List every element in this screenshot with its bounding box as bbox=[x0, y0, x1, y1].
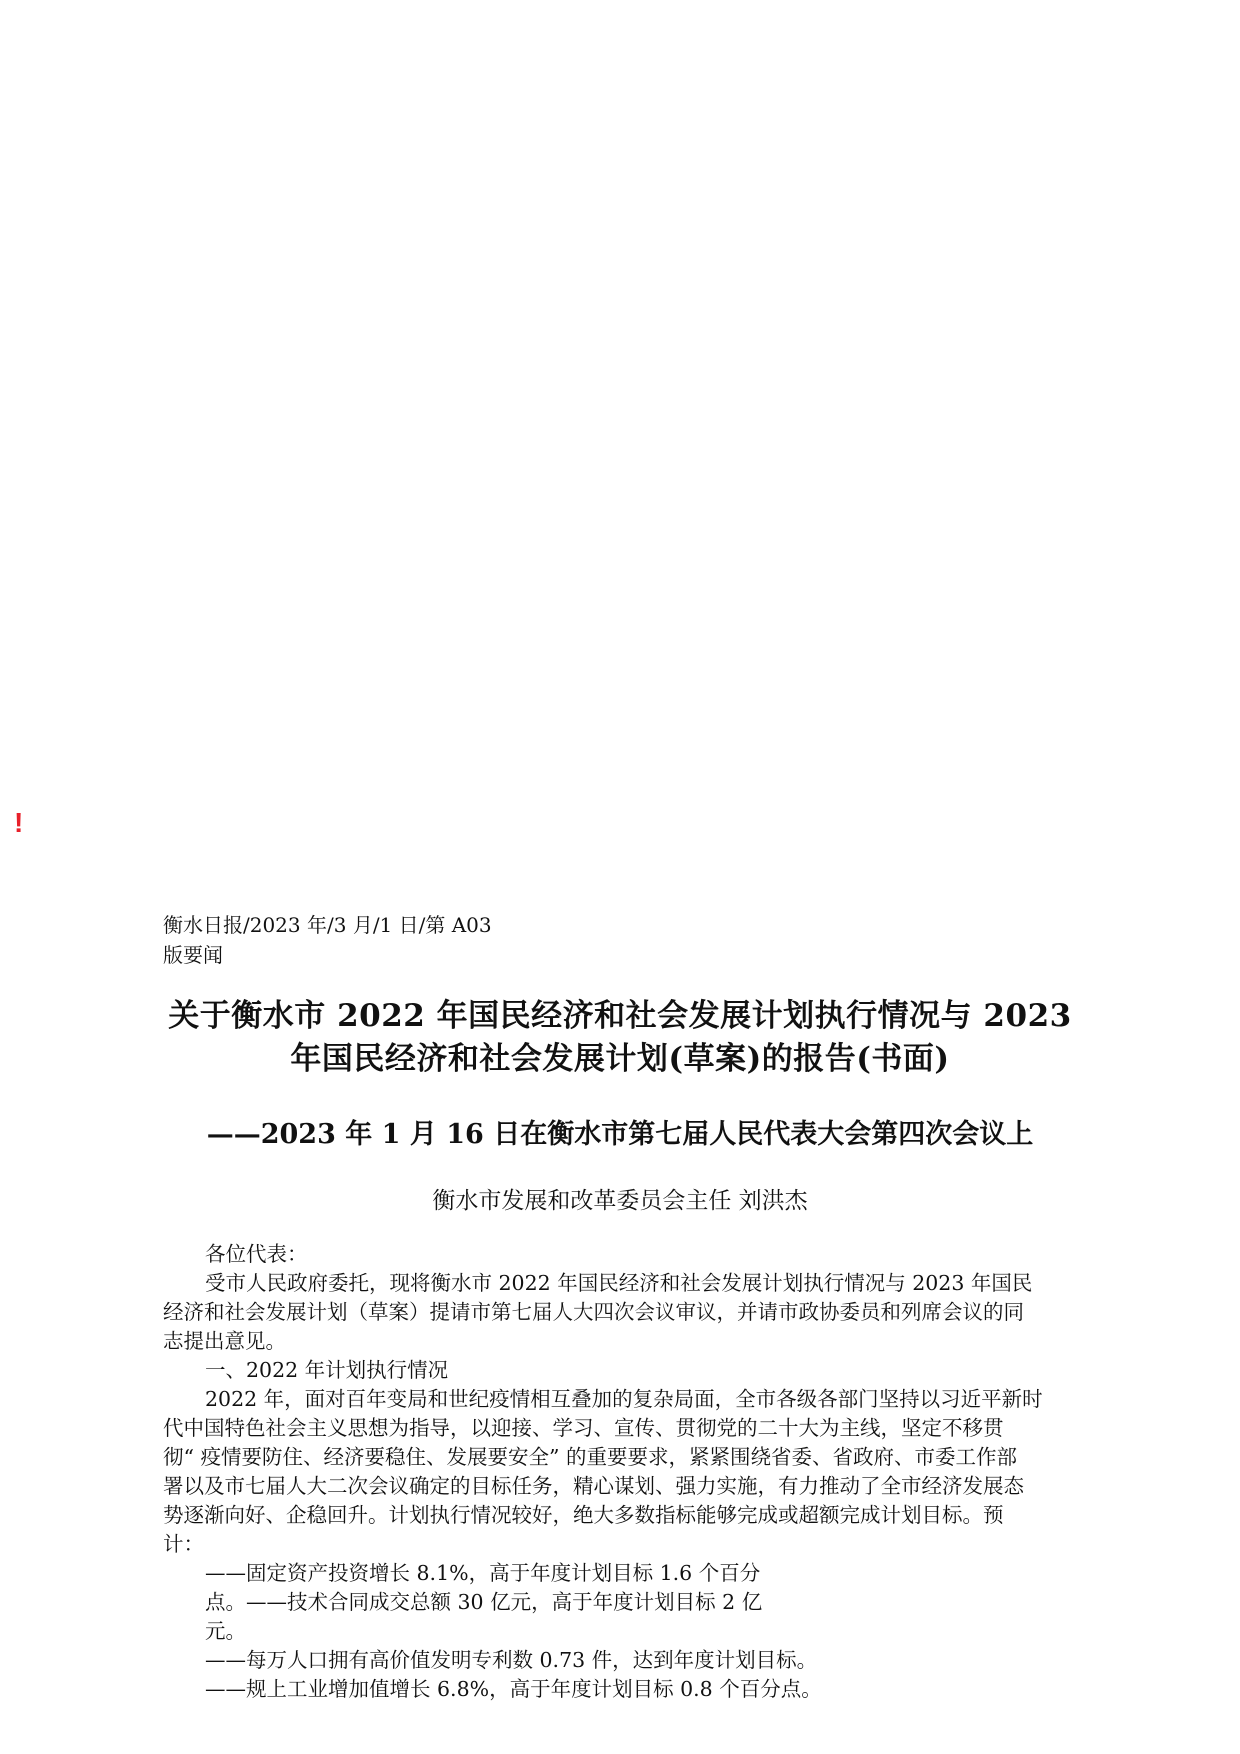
intro-paragraph bbox=[163, 1269, 1093, 1356]
paragraph-line: 势逐渐向好、企稳回升。计划执行情况较好，绝大多数指标能够完成或超额完成计划目标。预 bbox=[163, 1503, 1004, 1527]
document-body bbox=[163, 1240, 1093, 1704]
title-line-2: 年国民经济和社会发展计划(草案)的报告(书面) bbox=[290, 1041, 950, 1077]
paragraph-line: 代中国特色社会主义思想为指导，以迎接、学习、宣传、贯彻党的二十大为主线，坚定不移贯 bbox=[163, 1416, 1004, 1440]
paragraph-line: 彻“ 疫情要防住、经济要稳住、发展要安全” 的重要要求，紧紧围绕省委、省政府、市委工作部 bbox=[163, 1445, 1017, 1469]
paragraph-line: 计： bbox=[163, 1532, 204, 1556]
salutation: 各位代表： bbox=[205, 1242, 308, 1266]
title-line-1: 关于衡水市 2022 年国民经济和社会发展计划执行情况与 2023 bbox=[168, 998, 1072, 1034]
intro-line: 经济和社会发展计划（草案）提请市第七届人大四次会议审议，并请市政协委员和列席会议的同 bbox=[163, 1300, 1024, 1324]
source-line-1: 衡水日报/2023 年/3 月/1 日/第 A03 bbox=[163, 913, 492, 937]
intro-line: 志提出意见。 bbox=[163, 1329, 286, 1353]
list-item: 点。——技术合同成交总额 30 亿元，高于年度计划目标 2 亿 bbox=[205, 1590, 763, 1614]
section-paragraph bbox=[163, 1385, 1093, 1559]
paragraph-line: 署以及市七届人大二次会议确定的目标任务，精心谋划、强力实施，有力推动了全市经济发展态 bbox=[163, 1474, 1024, 1498]
list-item: 元。 bbox=[205, 1619, 246, 1643]
indicator-list bbox=[163, 1559, 1093, 1704]
section-heading: 一、2022 年计划执行情况 bbox=[205, 1358, 449, 1382]
source-line-2: 版要闻 bbox=[163, 943, 223, 967]
paragraph-line: 2022 年，面对百年变局和世纪疫情相互叠加的复杂局面，全市各级各部门坚持以习近平新时 bbox=[205, 1387, 1043, 1411]
list-item: ——固定资产投资增长 8.1%，高于年度计划目标 1.6 个百分 bbox=[205, 1561, 761, 1585]
author-line: 衡水市发展和改革委员会主任 刘洪杰 bbox=[432, 1188, 808, 1214]
source-info bbox=[163, 910, 523, 970]
document-title bbox=[150, 995, 1090, 1081]
document-subtitle: ——2023 年 1 月 16 日在衡水市第七届人民代表大会第四次会议上 bbox=[206, 1119, 1034, 1150]
red-exclamation-mark: ! bbox=[14, 807, 24, 838]
list-item: ——规上工业增加值增长 6.8%，高于年度计划目标 0.8 个百分点。 bbox=[205, 1677, 822, 1701]
list-item: ——每万人口拥有高价值发明专利数 0.73 件，达到年度计划目标。 bbox=[205, 1648, 818, 1672]
intro-line: 受市人民政府委托，现将衡水市 2022 年国民经济和社会发展计划执行情况与 2023 年国民 bbox=[205, 1271, 1033, 1295]
